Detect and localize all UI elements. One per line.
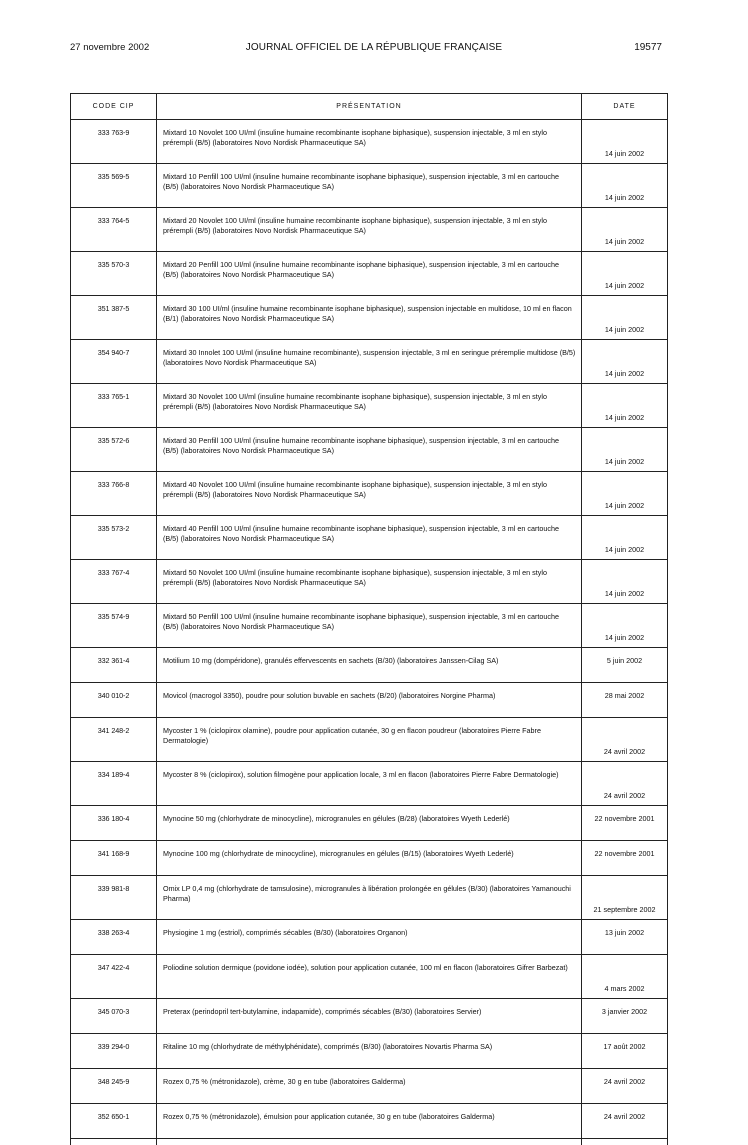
cip-code-cell: 336 180-4: [71, 806, 157, 841]
date-cell: 13 juin 2002: [582, 920, 668, 955]
presentation-cell: Preterax (perindopril tert-butylamine, indapamide), comprimés sécables (B/30) (laboratoires Servier): [157, 999, 582, 1034]
presentation-cell: Mixtard 10 Penfill 100 UI/ml (insuline humaine recombinante isophane biphasique), suspension injectable, 3 ml en cartouche (B/5) (laboratoires Novo Nordisk Pharmaceutique SA): [157, 164, 582, 208]
table-row: [71, 999, 668, 1034]
cip-code-cell: 351 387-5: [71, 296, 157, 340]
table-row: [71, 340, 668, 384]
table-continuation-cell: [582, 1139, 668, 1145]
presentation-cell: Mixtard 20 Penfill 100 UI/ml (insuline humaine recombinante isophane biphasique), suspension injectable, 3 ml en cartouche (B/5) (laboratoires Novo Nordisk Pharmaceutique SA): [157, 252, 582, 296]
date-cell: 14 juin 2002: [582, 384, 668, 428]
header-title: JOURNAL OFFICIEL DE LA RÉPUBLIQUE FRANÇAISE: [0, 42, 748, 53]
presentation-cell: Physiogine 1 mg (estriol), comprimés sécables (B/30) (laboratoires Organon): [157, 920, 582, 955]
presentation-cell: Omix LP 0,4 mg (chlorhydrate de tamsulosine), microgranules à libération prolongée en gélules (B/30) (laboratoires Yamanouchi Pharma): [157, 876, 582, 920]
date-cell: 4 mars 2002: [582, 955, 668, 999]
table-row: [71, 683, 668, 718]
table-row: [71, 384, 668, 428]
presentation-cell: Mixtard 30 Innolet 100 UI/ml (insuline humaine recombinante), suspension injectable, 3 ml en seringue préremplie multidose (B/5) (laboratoires Novo Nordisk Pharmaceutique SA): [157, 340, 582, 384]
presentation-cell: Rozex 0,75 % (métronidazole), émulsion pour application cutanée, 30 g en tube (laboratoires Galderma): [157, 1104, 582, 1139]
presentation-cell: Mixtard 50 Penfill 100 UI/ml (insuline humaine recombinante isophane biphasique), suspension injectable, 3 ml en cartouche (B/5) (laboratoires Novo Nordisk Pharmaceutique SA): [157, 604, 582, 648]
cip-code-cell: 339 981-8: [71, 876, 157, 920]
presentation-cell: Mixtard 50 Novolet 100 UI/ml (insuline humaine recombinante isophane biphasique), suspension injectable, 3 ml en stylo prérempli (B/5) (laboratoires Novo Nordisk Pharmaceutique SA): [157, 560, 582, 604]
cip-code-cell: 338 263-4: [71, 920, 157, 955]
table-continuation-row: [71, 1139, 668, 1145]
table-row: [71, 208, 668, 252]
table-row: [71, 472, 668, 516]
presentation-cell: Mynocine 100 mg (chlorhydrate de minocycline), microgranules en gélules (B/15) (laboratoires Wyeth Lederlé): [157, 841, 582, 876]
table-row: [71, 164, 668, 208]
cip-code-cell: 339 294-0: [71, 1034, 157, 1069]
cip-code-cell: 334 189-4: [71, 762, 157, 806]
page-number: 19577: [634, 42, 662, 53]
cip-code-cell: 354 940-7: [71, 340, 157, 384]
cip-code-cell: 345 070-3: [71, 999, 157, 1034]
presentation-cell: Motilium 10 mg (dompéridone), granulés effervescents en sachets (B/30) (laboratoires Janssen-Cilag SA): [157, 648, 582, 683]
presentation-cell: Mixtard 40 Penfill 100 UI/ml (insuline humaine recombinante isophane biphasique), suspension injectable, 3 ml en cartouche (B/5) (laboratoires Novo Nordisk Pharmaceutique SA): [157, 516, 582, 560]
cip-code-cell: 333 764-5: [71, 208, 157, 252]
presentation-cell: Movicol (macrogol 3350), poudre pour solution buvable en sachets (B/20) (laboratoires Norgine Pharma): [157, 683, 582, 718]
table-continuation-cell: [157, 1139, 582, 1145]
table-row: [71, 604, 668, 648]
date-cell: 14 juin 2002: [582, 428, 668, 472]
table-row: [71, 648, 668, 683]
cip-code-cell: 341 168-9: [71, 841, 157, 876]
date-cell: 24 avril 2002: [582, 1104, 668, 1139]
table-body: [71, 120, 668, 1145]
table-row: [71, 516, 668, 560]
date-cell: 14 juin 2002: [582, 252, 668, 296]
table-header-row: [71, 94, 668, 120]
date-cell: 14 juin 2002: [582, 120, 668, 164]
presentation-cell: Mixtard 10 Novolet 100 UI/ml (insuline humaine recombinante isophane biphasique), suspension injectable, 3 ml en stylo prérempli (B/5) (laboratoires Novo Nordisk Pharmaceutique SA): [157, 120, 582, 164]
date-cell: 14 juin 2002: [582, 472, 668, 516]
presentation-cell: Mynocine 50 mg (chlorhydrate de minocycline), microgranules en gélules (B/28) (laboratoires Wyeth Lederlé): [157, 806, 582, 841]
table-row: [71, 120, 668, 164]
table-row: [71, 428, 668, 472]
date-cell: 14 juin 2002: [582, 208, 668, 252]
presentation-cell: Mixtard 30 100 UI/ml (insuline humaine recombinante isophane biphasique), suspension injectable en multidose, 10 ml en flacon (B/1) (laboratoires Novo Nordisk Pharmaceutique SA): [157, 296, 582, 340]
cip-code-cell: 333 765-1: [71, 384, 157, 428]
table-row: [71, 920, 668, 955]
cip-code-cell: 333 763-9: [71, 120, 157, 164]
table-row: [71, 955, 668, 999]
date-cell: 24 avril 2002: [582, 762, 668, 806]
presentation-table: [70, 93, 668, 1145]
date-cell: 5 juin 2002: [582, 648, 668, 683]
column-header-date: DATE: [582, 94, 668, 120]
date-cell: 24 avril 2002: [582, 718, 668, 762]
date-cell: 22 novembre 2001: [582, 806, 668, 841]
presentation-cell: Mixtard 30 Novolet 100 UI/ml (insuline humaine recombinante isophane biphasique), suspension injectable, 3 ml en stylo prérempli (B/5) (laboratoires Novo Nordisk Pharmaceutique SA): [157, 384, 582, 428]
header-date: 27 novembre 2002: [70, 42, 149, 53]
table-row: [71, 1034, 668, 1069]
table-row: [71, 841, 668, 876]
table-row: [71, 876, 668, 920]
cip-code-cell: 340 010-2: [71, 683, 157, 718]
table-row: [71, 252, 668, 296]
table-row: [71, 296, 668, 340]
column-header-presentation: PRÉSENTATION: [157, 94, 582, 120]
cip-code-cell: 347 422-4: [71, 955, 157, 999]
date-cell: 21 septembre 2002: [582, 876, 668, 920]
cip-code-cell: 333 767-4: [71, 560, 157, 604]
date-cell: 14 juin 2002: [582, 516, 668, 560]
date-cell: 14 juin 2002: [582, 604, 668, 648]
presentation-cell: Ritaline 10 mg (chlorhydrate de méthylphénidate), comprimés (B/30) (laboratoires Novartis Pharma SA): [157, 1034, 582, 1069]
cip-code-cell: 332 361-4: [71, 648, 157, 683]
presentation-cell: Mixtard 20 Novolet 100 UI/ml (insuline humaine recombinante isophane biphasique), suspension injectable, 3 ml en stylo prérempli (B/5) (laboratoires Novo Nordisk Pharmaceutique SA): [157, 208, 582, 252]
cip-code-cell: 348 245-9: [71, 1069, 157, 1104]
presentation-cell: Mixtard 40 Novolet 100 UI/ml (insuline humaine recombinante isophane biphasique), suspension injectable, 3 ml en stylo prérempli (B/5) (laboratoires Novo Nordisk Pharmaceutique SA): [157, 472, 582, 516]
presentation-cell: Mixtard 30 Penfill 100 UI/ml (insuline humaine recombinante isophane biphasique), suspension injectable, 3 ml en cartouche (B/5) (laboratoires Novo Nordisk Pharmaceutique SA): [157, 428, 582, 472]
table-row: [71, 806, 668, 841]
date-cell: 14 juin 2002: [582, 560, 668, 604]
table-row: [71, 762, 668, 806]
table-row: [71, 1069, 668, 1104]
date-cell: 22 novembre 2001: [582, 841, 668, 876]
cip-code-cell: 352 650-1: [71, 1104, 157, 1139]
date-cell: 24 avril 2002: [582, 1069, 668, 1104]
table-row: [71, 1104, 668, 1139]
cip-code-cell: 335 570-3: [71, 252, 157, 296]
date-cell: 14 juin 2002: [582, 340, 668, 384]
cip-code-cell: 335 569-5: [71, 164, 157, 208]
date-cell: 17 août 2002: [582, 1034, 668, 1069]
table-row: [71, 718, 668, 762]
presentation-cell: Poliodine solution dermique (povidone iodée), solution pour application cutanée, 100 ml en flacon (laboratoires Gifrer Barbezat): [157, 955, 582, 999]
presentation-cell: Mycoster 1 % (ciclopirox olamine), poudre pour application cutanée, 30 g en flacon poudreur (laboratoires Pierre Fabre Dermatologie): [157, 718, 582, 762]
table-continuation-cell: [71, 1139, 157, 1145]
date-cell: 14 juin 2002: [582, 164, 668, 208]
table-row: [71, 560, 668, 604]
column-header-cip: CODE CIP: [71, 94, 157, 120]
date-cell: 3 janvier 2002: [582, 999, 668, 1034]
cip-code-cell: 333 766-8: [71, 472, 157, 516]
presentation-cell: Mycoster 8 % (ciclopirox), solution filmogène pour application locale, 3 ml en flacon (laboratoires Pierre Fabre Dermatologie): [157, 762, 582, 806]
cip-code-cell: 335 573-2: [71, 516, 157, 560]
cip-code-cell: 341 248-2: [71, 718, 157, 762]
cip-code-cell: 335 572-6: [71, 428, 157, 472]
date-cell: 28 mai 2002: [582, 683, 668, 718]
cip-code-cell: 335 574-9: [71, 604, 157, 648]
presentation-cell: Rozex 0,75 % (métronidazole), crème, 30 g en tube (laboratoires Galderma): [157, 1069, 582, 1104]
date-cell: 14 juin 2002: [582, 296, 668, 340]
